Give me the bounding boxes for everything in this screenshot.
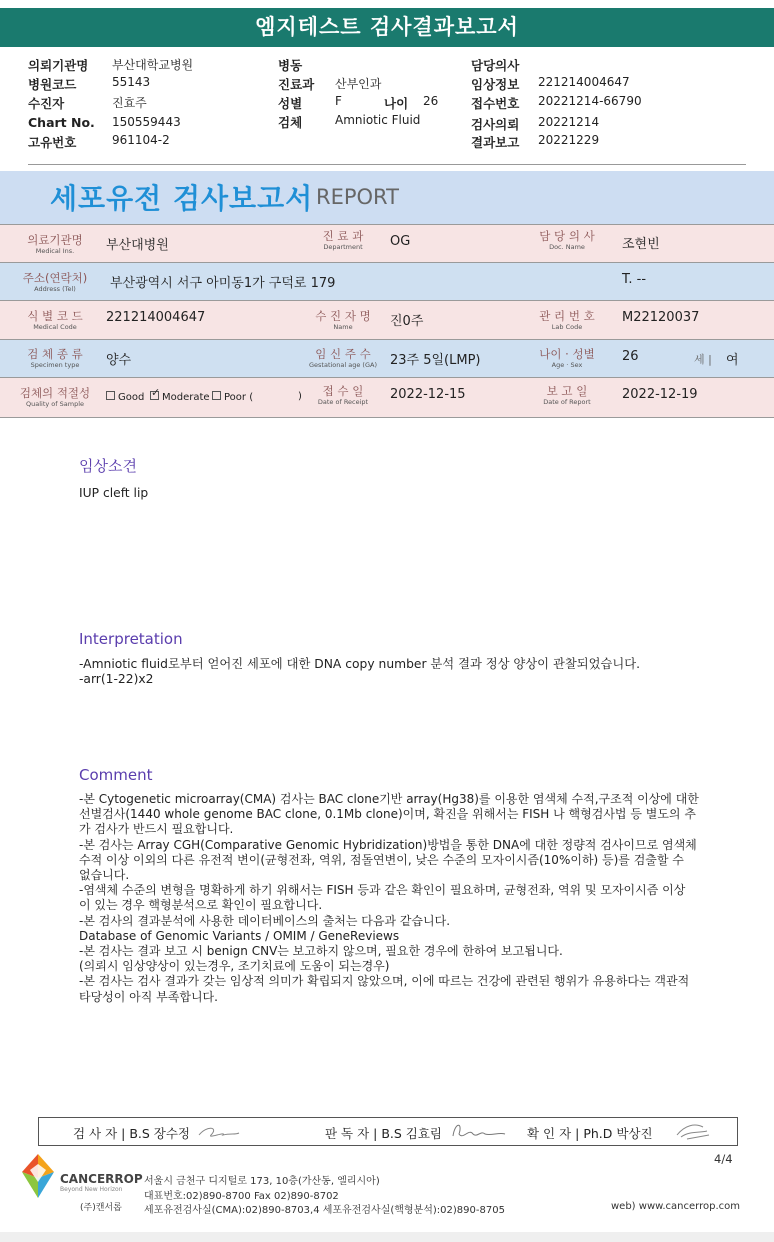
- report-title-band: [0, 171, 774, 224]
- report-title-english: REPORT: [316, 185, 399, 209]
- name-label: 수 진 자 명 Name: [315, 309, 371, 331]
- patient-value: 진효주: [112, 96, 147, 110]
- unique-id-value: 961104-2: [112, 133, 170, 147]
- age-label: 나이: [384, 96, 409, 111]
- report-date-value: 2022-12-19: [622, 387, 698, 402]
- result-date-label: 결과보고: [471, 135, 520, 150]
- quality-good-label: Good: [118, 392, 145, 403]
- lab-code-label: 관 리 번 호 Lab Code: [539, 309, 595, 331]
- checkmark-icon: ✓: [151, 386, 161, 399]
- sample-quality-label: 검체의 적절성 Quality of Sample: [19, 386, 91, 408]
- receipt-date-value: 2022-12-15: [390, 387, 466, 402]
- age-sex-label: 나이 · 성별 Age · Sex: [539, 347, 595, 369]
- request-date-label: 검사의뢰: [471, 117, 520, 132]
- comment-line: 이 있는 경우 핵형분석으로 확인이 필요합니다.: [79, 898, 323, 913]
- comment-line: -본 Cytogenetic microarray(CMA) 검사는 BAC clone기반 array(Hg38)를 이용한 염색체 수적,구조적 이상에 대한: [79, 792, 699, 806]
- confirmer-label: 확 인 자 | Ph.D 박상진: [527, 1126, 653, 1141]
- footer-tagline: Beyond New Horizon: [60, 1186, 123, 1193]
- chart-no-label: Chart No.: [28, 115, 95, 130]
- examiner-signature: [197, 1123, 241, 1141]
- page-number: 4/4: [714, 1152, 733, 1166]
- comment-line: -본 검사는 Array CGH(Comparative Genomic Hybridization)방법을 통한 DNA에 대한 정량적 검사이므로 염색체: [79, 837, 697, 852]
- header-divider: [28, 164, 746, 165]
- comment-line: (의뢰시 임상양상이 있는경우, 조기치료에 도움이 되는경우): [79, 959, 390, 974]
- info-row-address: [0, 262, 774, 301]
- footer-address: 서울시 금천구 디지털로 173, 10층(가산동, 엘리시아): [144, 1176, 380, 1187]
- sex-label: 성별: [278, 96, 303, 111]
- comment-line: -본 검사는 결과 보고 시 benign CNV는 보고하지 않으며, 필요한 경우에 한하여 보고됩니다.: [79, 944, 563, 959]
- lab-code-value: M22120037: [622, 310, 700, 325]
- quality-poor-label: Poor (: [224, 392, 254, 403]
- dept-label: 진료과: [278, 77, 315, 92]
- interpretation-line: -Amniotic fluid로부터 얻어진 세포에 대한 DNA copy number 분석 결과 정상 양상이 관찰되었습니다.: [79, 657, 641, 671]
- clinical-findings-title: 임상소견: [79, 457, 137, 475]
- comment-line: 선별검사(1440 whole genome BAC clone, 0.1Mb clone)이며, 확진을 위해서는 FISH 나 핵형검사법 등 별도의 추: [79, 807, 696, 822]
- signature-box: [38, 1117, 738, 1146]
- age-value: 26: [423, 94, 439, 108]
- comment-body: [79, 792, 729, 1005]
- reader-label: 판 독 자 | B.S 김효림: [325, 1126, 443, 1141]
- interpretation-body: [79, 657, 729, 687]
- comment-line: -본 검사는 검사 결과가 갖는 임상적 의미가 확립되지 않았으며, 이에 따르는 건강에 관련된 행위가 유용하다는 객관적: [79, 974, 690, 989]
- clinical-findings-text: IUP cleft lip: [79, 486, 149, 500]
- institution-value: 부산대병원: [106, 238, 169, 253]
- footer-labs: 세포유전검사실(CMA):02)890-8703,4 세포유전검사실(핵형분석):02)890-8705: [144, 1205, 505, 1216]
- quality-poor-close: ): [298, 391, 302, 402]
- reader-signature: [449, 1120, 509, 1142]
- chart-no-value: 150559443: [112, 115, 181, 129]
- specimen-type-value: 양수: [106, 353, 132, 368]
- dept-value: 산부인과: [335, 77, 382, 91]
- hospital-code-label: 병원코드: [28, 77, 77, 92]
- name-value: 진0주: [390, 314, 424, 329]
- info-row-institution: [0, 224, 774, 263]
- specimen-label: 검체: [278, 115, 303, 130]
- request-date-value: 20221214: [538, 115, 600, 129]
- comment-line: 수적 이상 이외의 다른 유전적 변이(균형전좌, 역위, 점돌연변이, 낮은 수준의 모자이시즘(10%이하) 등)를 검출할 수: [79, 852, 684, 867]
- department-label: 진 료 과 Department: [322, 229, 364, 251]
- patient-header: [28, 56, 748, 152]
- unique-id-label: 고유번호: [28, 135, 77, 150]
- footer-website[interactable]: web) www.cancerrop.com: [611, 1201, 740, 1212]
- footer-company: (주)캔서롭: [80, 1203, 122, 1213]
- specimen-value: Amniotic Fluid: [335, 113, 421, 127]
- cancerrop-logo-icon: [20, 1152, 56, 1200]
- sex-value-grid: 여: [726, 353, 739, 368]
- receipt-date-label: 접 수 일 Date of Receipt: [317, 384, 369, 406]
- hospital-label: 의뢰기관명: [28, 58, 89, 73]
- info-row-specimen: [0, 339, 774, 378]
- phone-value: T. --: [622, 272, 647, 287]
- specimen-type-label: 검 체 종 류 Specimen type: [27, 347, 83, 369]
- address-value: 부산광역시 서구 아미동1가 구덕로 179: [110, 276, 336, 291]
- doctor-value: 조현빈: [622, 237, 660, 252]
- comment-line: 가 검사가 반드시 필요합니다.: [79, 822, 234, 837]
- sex-value: F: [335, 94, 342, 108]
- receipt-no-value: 20221214-66790: [538, 94, 642, 108]
- gestational-age-value: 23주 5일(LMP): [390, 353, 481, 368]
- ward-label: 병동: [278, 58, 303, 73]
- hospital-code-value: 55143: [112, 75, 151, 89]
- address-label: 주소(연락처) Address (Tel): [22, 271, 88, 293]
- report-date-label: 보 고 일 Date of Report: [543, 384, 591, 406]
- age-value-grid: 26: [622, 349, 639, 364]
- interpretation-line: -arr(1-22)x2: [79, 672, 154, 687]
- footer-phone: 대표번호:02)890-8700 Fax 02)890-8702: [144, 1191, 339, 1202]
- quality-moderate-label: Moderate: [162, 392, 210, 403]
- quality-moderate-checkbox: [150, 386, 161, 400]
- medical-code-value: 221214004647: [106, 310, 206, 325]
- info-row-quality: [0, 377, 774, 418]
- quality-poor-option: [212, 391, 253, 403]
- institution-label: 의료기관명 Medical Ins.: [27, 233, 83, 255]
- doctor-label: 담당의사: [471, 58, 520, 73]
- quality-good-option: [106, 391, 144, 403]
- clinical-info-label: 임상정보: [471, 77, 520, 92]
- patient-label: 수진자: [28, 96, 65, 111]
- comment-line: Database of Genomic Variants / OMIM / GeneReviews: [79, 928, 400, 943]
- doctor-label-grid: 담 당 의 사 Doc. Name: [539, 229, 595, 251]
- gestational-age-label: 임 신 주 수 Gestational age (GA): [309, 347, 377, 369]
- receipt-no-label: 접수번호: [471, 96, 520, 111]
- report-title-korean: 세포유전 검사보고서: [50, 182, 314, 215]
- examiner-label: 검 사 자 | B.S 장수정: [73, 1126, 191, 1141]
- comment-line: 없습니다.: [79, 868, 130, 883]
- info-row-identification: [0, 300, 774, 340]
- comment-line: 타당성이 아직 부족합니다.: [79, 989, 218, 1004]
- interpretation-title: Interpretation: [79, 630, 183, 648]
- quality-good-checkbox: [106, 391, 115, 400]
- confirmer-signature: [673, 1121, 713, 1141]
- clinical-info-value: 221214004647: [538, 75, 630, 89]
- medical-code-label: 식 별 코 드 Medical Code: [27, 309, 83, 331]
- hospital-value: 부산대학교병원: [112, 58, 194, 72]
- comment-line: -염색체 수준의 변형을 명확하게 하기 위해서는 FISH 등과 같은 확인이 필요하며, 균형전좌, 역위 및 모자이시즘 이상: [79, 883, 686, 898]
- result-date-value: 20221229: [538, 133, 600, 147]
- quality-poor-checkbox: [212, 391, 221, 400]
- footer-brand: CANCERROP: [60, 1172, 143, 1186]
- age-unit: 세 |: [694, 353, 712, 366]
- department-value: OG: [390, 234, 411, 249]
- bottom-margin-bar: [0, 1232, 774, 1242]
- quality-moderate-option: [150, 386, 210, 403]
- comment-line: -본 검사의 결과분석에 사용한 데이터베이스의 출처는 다음과 같습니다.: [79, 913, 451, 928]
- report-header-title: 엠지테스트 검사결과보고서: [0, 8, 774, 47]
- comment-title: Comment: [79, 766, 153, 784]
